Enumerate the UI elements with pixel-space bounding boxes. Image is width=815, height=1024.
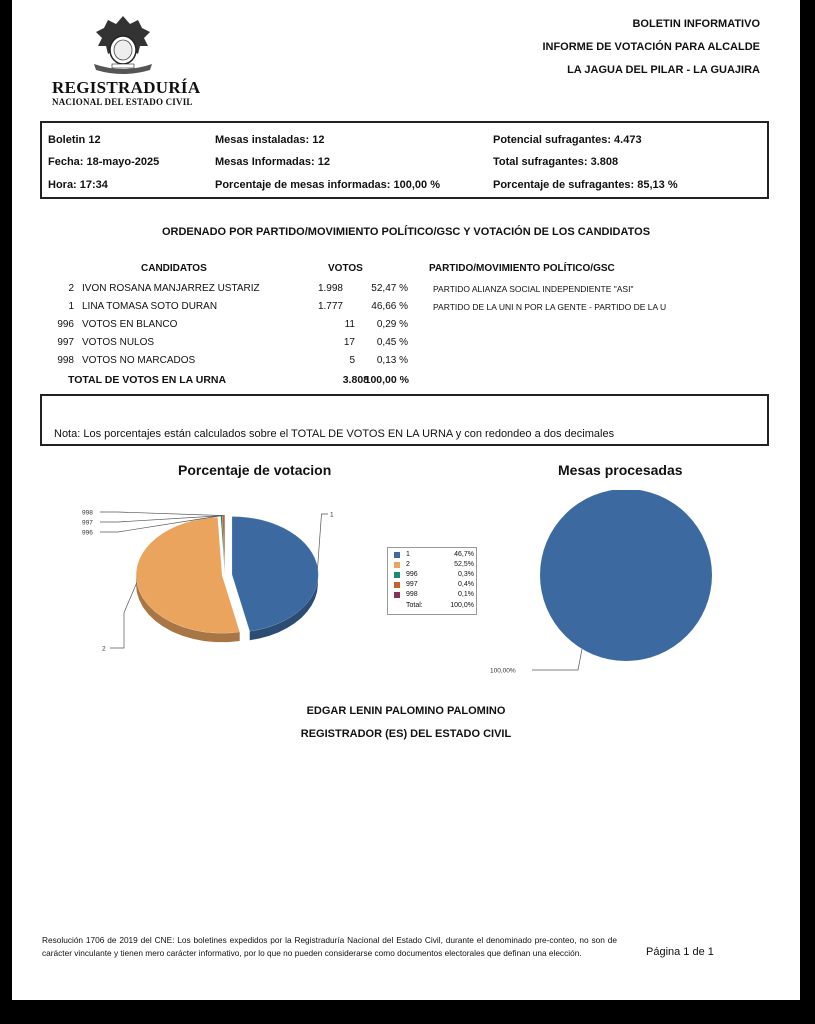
registrar-role: REGISTRADOR (ES) DEL ESTADO CIVIL bbox=[300, 728, 512, 740]
header-line-3: LA JAGUA DEL PILAR - LA GUAJIRA bbox=[567, 64, 760, 76]
candidate-name: VOTOS NO MARCADOS bbox=[82, 355, 196, 366]
callout-line bbox=[110, 583, 137, 648]
fecha: Fecha: 18-mayo-2025 bbox=[48, 156, 160, 168]
header-line-1: BOLETIN INFORMATIVO bbox=[632, 18, 760, 30]
candidate-name: VOTOS EN BLANCO bbox=[82, 319, 178, 330]
candidate-pct: 0,45 % bbox=[376, 337, 408, 348]
callout-line bbox=[318, 514, 328, 568]
candidate-votes: 1.998 bbox=[317, 283, 343, 294]
table-row bbox=[12, 337, 800, 355]
chart-legend bbox=[387, 547, 477, 615]
legend-label: 997 bbox=[406, 581, 418, 588]
col-header-candidatos: CANDIDATOS bbox=[141, 263, 207, 274]
col-header-partido: PARTIDO/MOVIMIENTO POLÍTICO/GSC bbox=[429, 263, 615, 274]
legend-swatch bbox=[394, 592, 400, 598]
callout-label: 996 bbox=[82, 529, 93, 537]
candidate-pct: 46,66 % bbox=[371, 301, 408, 312]
candidate-code: 997 bbox=[57, 337, 74, 348]
note-box bbox=[40, 394, 769, 446]
legend-swatch bbox=[394, 582, 400, 588]
table-row bbox=[12, 283, 800, 301]
callout-label: 998 bbox=[82, 509, 93, 517]
section-title: ORDENADO POR PARTIDO/MOVIMIENTO POLÍTICO/GSC Y VOTACIÓN DE LOS CANDIDATOS bbox=[161, 226, 651, 238]
candidate-votes: 17 bbox=[343, 337, 355, 348]
candidate-pct: 0,13 % bbox=[376, 355, 408, 366]
callout-line bbox=[100, 512, 225, 516]
pie-slice-1 bbox=[232, 516, 318, 631]
table-total-row bbox=[12, 374, 800, 392]
candidate-code: 1 bbox=[68, 301, 74, 312]
candidate-pct: 52,47 % bbox=[371, 283, 408, 294]
candidate-name: VOTOS NULOS bbox=[82, 337, 155, 348]
candidate-votes: 1.777 bbox=[317, 301, 343, 312]
hora: Hora: 17:34 bbox=[48, 179, 108, 191]
callout-label: 1 bbox=[330, 511, 334, 519]
candidate-code: 998 bbox=[57, 355, 74, 366]
pie-slice-mesas bbox=[540, 490, 712, 661]
col-header-votos: VOTOS bbox=[328, 263, 363, 274]
legend-label: 998 bbox=[406, 591, 418, 598]
registraduria-logo bbox=[50, 12, 201, 107]
chart-title-votacion: Porcentaje de votacion bbox=[178, 462, 332, 478]
porcentaje-mesas: Porcentaje de mesas informadas: 100,00 % bbox=[215, 179, 440, 191]
boletin-number: Boletin 12 bbox=[48, 134, 101, 146]
candidate-votes: 11 bbox=[344, 319, 355, 330]
legend-value: 46,7% bbox=[454, 551, 474, 558]
mesas-instaladas: Mesas instaladas: 12 bbox=[215, 134, 325, 146]
porcentaje-sufragantes: Porcentaje de sufragantes: 85,13 % bbox=[493, 179, 678, 191]
logo-subtitle: NACIONAL DEL ESTADO CIVIL bbox=[52, 97, 193, 107]
legend-swatch bbox=[394, 562, 400, 568]
note-text: Nota: Los porcentajes están calculados sobre el TOTAL DE VOTOS EN LA URNA y con redondeo a dos decimales bbox=[54, 428, 615, 440]
chart-title-mesas: Mesas procesadas bbox=[558, 462, 683, 478]
candidate-name: IVON ROSANA MANJARREZ USTARIZ bbox=[82, 283, 260, 294]
total-sufragantes: Total sufragantes: 3.808 bbox=[493, 156, 619, 168]
coat-of-arms-icon bbox=[88, 12, 158, 78]
legend-value: 52,5% bbox=[454, 561, 474, 568]
legend-label: 2 bbox=[406, 561, 410, 568]
table-row bbox=[12, 301, 800, 319]
legend-swatch bbox=[394, 572, 400, 578]
callout-label: 100,00% bbox=[490, 667, 516, 675]
legend-label: 1 bbox=[406, 551, 410, 558]
vote-pie-chart bbox=[12, 492, 372, 662]
callout-label: 997 bbox=[82, 519, 93, 527]
callout-label: 2 bbox=[102, 645, 106, 653]
candidate-votes: 5 bbox=[349, 355, 355, 366]
mesas-informadas: Mesas Informadas: 12 bbox=[215, 156, 330, 168]
legend-item bbox=[392, 571, 474, 580]
registrar-name: EDGAR LENIN PALOMINO PALOMINO bbox=[306, 705, 506, 717]
candidate-code: 996 bbox=[57, 319, 74, 330]
legal-footer: Resolución 1706 de 2019 del CNE: Los boletines expedidos por la Registraduría Nacional del Estado Civil, durante el denominado pre-conteo, no son de carácter vinculante y tienen mero carácter informativo, por lo que no pueden considerarse como documentos electorales que definan una elección. bbox=[42, 935, 617, 958]
legend-value: 0,3% bbox=[458, 571, 474, 578]
bulletin-page bbox=[12, 0, 800, 1000]
total-votes: 3.808 bbox=[342, 374, 369, 386]
legend-total bbox=[392, 602, 474, 611]
legend-item bbox=[392, 591, 474, 600]
candidate-party: PARTIDO ALIANZA SOCIAL INDEPENDIENTE "ASI" bbox=[433, 284, 634, 294]
candidate-party: PARTIDO DE LA UNI N POR LA GENTE - PARTIDO DE LA U bbox=[433, 302, 667, 312]
table-row bbox=[12, 319, 800, 337]
legend-item bbox=[392, 551, 474, 560]
candidate-name: LINA TOMASA SOTO DURAN bbox=[82, 301, 218, 312]
legend-total-label: Total: bbox=[406, 602, 423, 609]
legend-item bbox=[392, 581, 474, 590]
legend-value: 0,1% bbox=[458, 591, 474, 598]
total-pct: 100,00 % bbox=[364, 374, 409, 386]
legend-swatch bbox=[394, 552, 400, 558]
logo-name: REGISTRADURÍA bbox=[52, 78, 201, 97]
candidate-code: 2 bbox=[68, 283, 74, 294]
mesas-pie-chart bbox=[482, 490, 742, 680]
callout-line bbox=[532, 649, 582, 670]
potencial-sufragantes: Potencial sufragantes: 4.473 bbox=[493, 134, 642, 146]
legend-total-value: 100,0% bbox=[450, 602, 474, 609]
total-label: TOTAL DE VOTOS EN LA URNA bbox=[68, 374, 227, 386]
legend-value: 0,4% bbox=[458, 581, 474, 588]
header-line-2: INFORME DE VOTACIÓN PARA ALCALDE bbox=[542, 41, 760, 53]
table-row bbox=[12, 355, 800, 373]
info-box bbox=[40, 121, 769, 199]
page-number: Página 1 de 1 bbox=[646, 946, 714, 958]
legend-label: 996 bbox=[406, 571, 418, 578]
legend-item bbox=[392, 561, 474, 570]
candidate-pct: 0,29 % bbox=[376, 319, 408, 330]
